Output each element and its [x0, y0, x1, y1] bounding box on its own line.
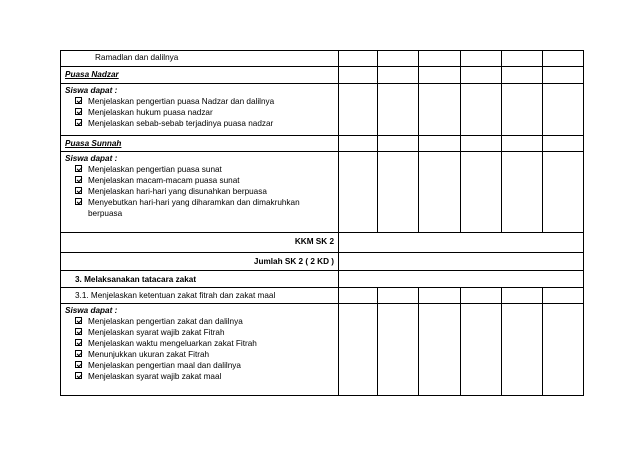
list-item: [75, 327, 334, 338]
kkm-label: KKM SK 2: [61, 233, 339, 253]
list-item: [75, 186, 334, 197]
checkbox-icon: [75, 176, 82, 183]
checkbox-icon: [75, 361, 82, 368]
empty-cell: [339, 51, 378, 67]
jumlah-label: Jumlah SK 2 ( 2 KD ): [61, 253, 339, 271]
kd-3-1: 3.1. Menjelaskan ketentuan zakat fitrah dan zakat maal: [61, 288, 339, 304]
checkbox-icon: [75, 165, 82, 172]
checkbox-icon: [75, 97, 82, 104]
empty-cell: [339, 67, 378, 84]
checkbox-icon: [75, 187, 82, 194]
syllabus-table: [60, 50, 584, 396]
empty-cell: [502, 67, 543, 84]
empty-cell: [461, 152, 502, 233]
item-text: Menyebutkan hari-hari yang diharamkan dan dimakruhkan berpuasa: [88, 198, 300, 218]
empty-cell: [543, 304, 584, 396]
list-item: [75, 349, 334, 360]
item-text: Menjelaskan sebab-sebab terjadinya puasa nadzar: [88, 119, 274, 128]
empty-cell: [378, 67, 419, 84]
empty-cell: [461, 304, 502, 396]
empty-cell: [339, 271, 584, 288]
empty-cell: [339, 136, 378, 152]
empty-cell: [461, 136, 502, 152]
list-item: [75, 96, 334, 107]
item-text: Menjelaskan hukum puasa nadzar: [88, 108, 213, 117]
empty-cell: [461, 67, 502, 84]
table-row: [61, 304, 584, 396]
empty-cell: [378, 84, 419, 136]
empty-cell: [543, 51, 584, 67]
sunnah-heading: Puasa Sunnah: [61, 136, 339, 152]
ramadlan-text: Ramadlan dan dalilnya: [61, 51, 339, 67]
item-text: Menjelaskan pengertian puasa Nadzar dan dalilnya: [88, 97, 275, 106]
empty-cell: [419, 304, 461, 396]
list-item: [75, 360, 334, 371]
empty-cell: [502, 304, 543, 396]
table-row: [61, 233, 584, 253]
item-text: Menjelaskan hari-hari yang disunahkan berpuasa: [88, 187, 267, 196]
list-item: [75, 118, 334, 129]
table-row: [61, 253, 584, 271]
empty-cell: [543, 136, 584, 152]
table-row: [61, 51, 584, 67]
checkbox-icon: [75, 317, 82, 324]
item-text: Menjelaskan macam-macam puasa sunat: [88, 176, 240, 185]
checkbox-icon: [75, 350, 82, 357]
table-row: [61, 288, 584, 304]
empty-cell: [378, 51, 419, 67]
list-item: [75, 175, 334, 186]
kkm-value-cell: [339, 233, 584, 253]
empty-cell: [543, 84, 584, 136]
empty-cell: [419, 152, 461, 233]
list-item: [75, 338, 334, 349]
empty-cell: [419, 67, 461, 84]
table-row: [61, 136, 584, 152]
empty-cell: [502, 136, 543, 152]
empty-cell: [339, 288, 378, 304]
jumlah-value-cell: [339, 253, 584, 271]
table-row: [61, 271, 584, 288]
list-item: [75, 107, 334, 118]
empty-cell: [378, 304, 419, 396]
checkbox-icon: [75, 198, 82, 205]
item-text: Menunjukkan ukuran zakat Fitrah: [88, 350, 210, 359]
item-text: Menjelaskan syarat wajib zakat Fitrah: [88, 328, 225, 337]
empty-cell: [461, 288, 502, 304]
item-text: Menjelaskan pengertian zakat dan dalilnya: [88, 317, 243, 326]
item-text: Menjelaskan pengertian puasa sunat: [88, 165, 222, 174]
checkbox-icon: [75, 119, 82, 126]
list-item: [75, 164, 334, 175]
checkbox-icon: [75, 372, 82, 379]
empty-cell: [543, 152, 584, 233]
empty-cell: [419, 136, 461, 152]
empty-cell: [339, 152, 378, 233]
empty-cell: [378, 136, 419, 152]
sunnah-objectives: [61, 152, 339, 233]
empty-cell: [419, 51, 461, 67]
zakat-lead: Siswa dapat :: [65, 306, 118, 315]
table-row: [61, 67, 584, 84]
nadzar-objectives: [61, 84, 339, 136]
checkbox-icon: [75, 339, 82, 346]
empty-cell: [339, 304, 378, 396]
table-row: [61, 84, 584, 136]
empty-cell: [543, 288, 584, 304]
checkbox-icon: [75, 328, 82, 335]
table-row: [61, 152, 584, 233]
empty-cell: [378, 288, 419, 304]
item-text: Menjelaskan pengertian maal dan dalilnya: [88, 361, 241, 370]
zakat-objectives: [61, 304, 339, 396]
list-item: [75, 197, 334, 219]
empty-cell: [419, 288, 461, 304]
empty-cell: [502, 84, 543, 136]
section-3-title: 3. Melaksanakan tatacara zakat: [61, 271, 339, 288]
item-text: Menjelaskan syarat wajib zakat maal: [88, 372, 222, 381]
empty-cell: [461, 51, 502, 67]
list-item: [75, 371, 334, 382]
empty-cell: [339, 84, 378, 136]
nadzar-heading: Puasa Nadzar: [61, 67, 339, 84]
nadzar-lead: Siswa dapat :: [65, 86, 118, 95]
checkbox-icon: [75, 108, 82, 115]
item-text: Menjelaskan waktu mengeluarkan zakat Fitrah: [88, 339, 257, 348]
list-item: [75, 316, 334, 327]
empty-cell: [378, 152, 419, 233]
empty-cell: [419, 84, 461, 136]
sunnah-lead: Siswa dapat :: [65, 154, 118, 163]
empty-cell: [461, 84, 502, 136]
empty-cell: [502, 288, 543, 304]
empty-cell: [543, 67, 584, 84]
empty-cell: [502, 51, 543, 67]
empty-cell: [502, 152, 543, 233]
